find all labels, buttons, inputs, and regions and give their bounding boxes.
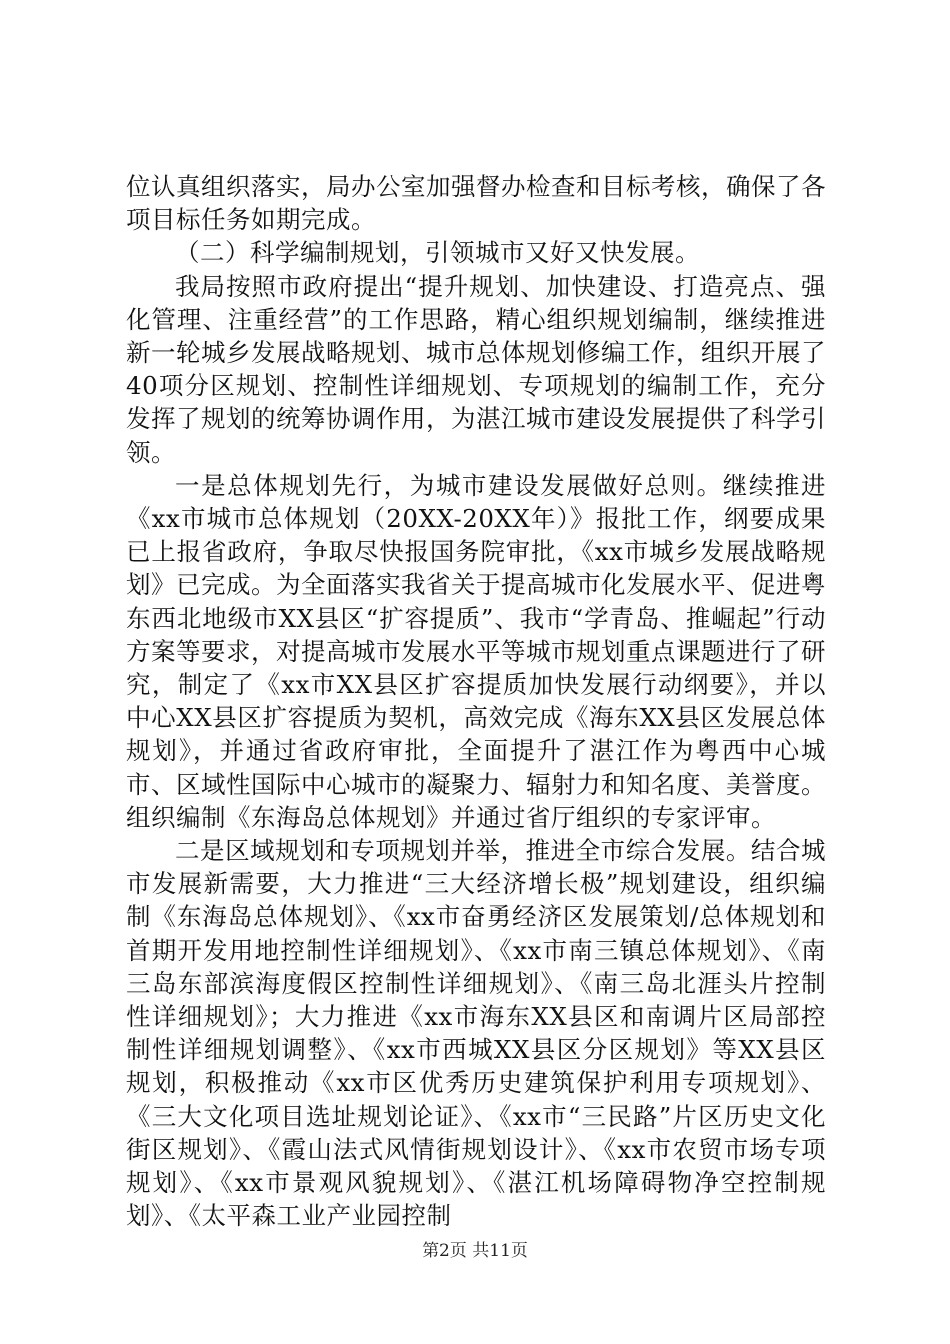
section-heading: （二）科学编制规划，引领城市又好又快发展。 — [175, 238, 700, 268]
paragraph-continued: 位认真组织落实，局办公室加强督办检查和目标考核，确保了各项目标任务如期完成。 — [126, 172, 826, 235]
paragraph-intro: 我局按照市政府提出“提升规划、加快建设、打造亮点、强化管理、注重经营”的工作思路，精心组织规划编制，继续推进新一轮城乡发展战略规划、城市总体规划修编工作，组织开展了40项分区规划、控制性详细规划、专项规划的编制工作，充分发挥了规划的统筹协调作用，为湛江城市建设发展提供了科学引领。 — [126, 271, 826, 467]
paragraph-overall-planning: 一是总体规划先行，为城市建设发展做好总则。继续推进《xx市城市总体规划（20XX-20XX年）》报批工作，纲要成果已上报省政府，争取尽快报国务院审批，《xx市城乡发展战略规划》已完成。为全面落实我省关于提高城市化发展水平、促进粤东西北地级市XX县区“扩容提质”、我市“学青岛、推崛起”行动方案等要求，对提高城市发展水平等城市规划重点课题进行了研究，制定了《xx市XX县区扩容提质加快发展行动纲要》，并以中心XX县区扩容提质为契机，高效完成《海东XX县区发展总体规划》，并通过省政府审批，全面提升了湛江作为粤西中心城市、区域性国际中心城市的凝聚力、辐射力和知名度、美誉度。组织编制《东海岛总体规划》并通过省厅组织的专家评审。 — [126, 470, 826, 832]
paragraph-regional-planning: 二是区域规划和专项规划并举，推进全市综合发展。结合城市发展新需要，大力推进“三大经济增长极”规划建设，组织编制《东海岛总体规划》、《xx市奋勇经济区发展策划/总体规划和首期开发用地控制性详细规划》、《xx市南三镇总体规划》、《南三岛东部滨海度假区控制性详细规划》、《南三岛北涯头片控制性详细规划》；大力推进《xx市海东XX县区和南调片区局部控制性详细规划调整》、《xx市西城XX县区分区规划》等XX县区规划，积极推动《xx市区优秀历史建筑保护利用专项规划》、《三大文化项目选址规划论证》、《xx市“三民路”片区历史文化街区规划》、《霞山法式风情街规划设计》、《xx市农贸市场专项规划》、《xx市景观风貌规划》、《湛江机场障碍物净空控制规划》、《太平森工业产业园控制 — [126, 836, 826, 1231]
page-footer: 第2页 共11页 — [422, 1241, 528, 1261]
document-body — [126, 170, 826, 1233]
